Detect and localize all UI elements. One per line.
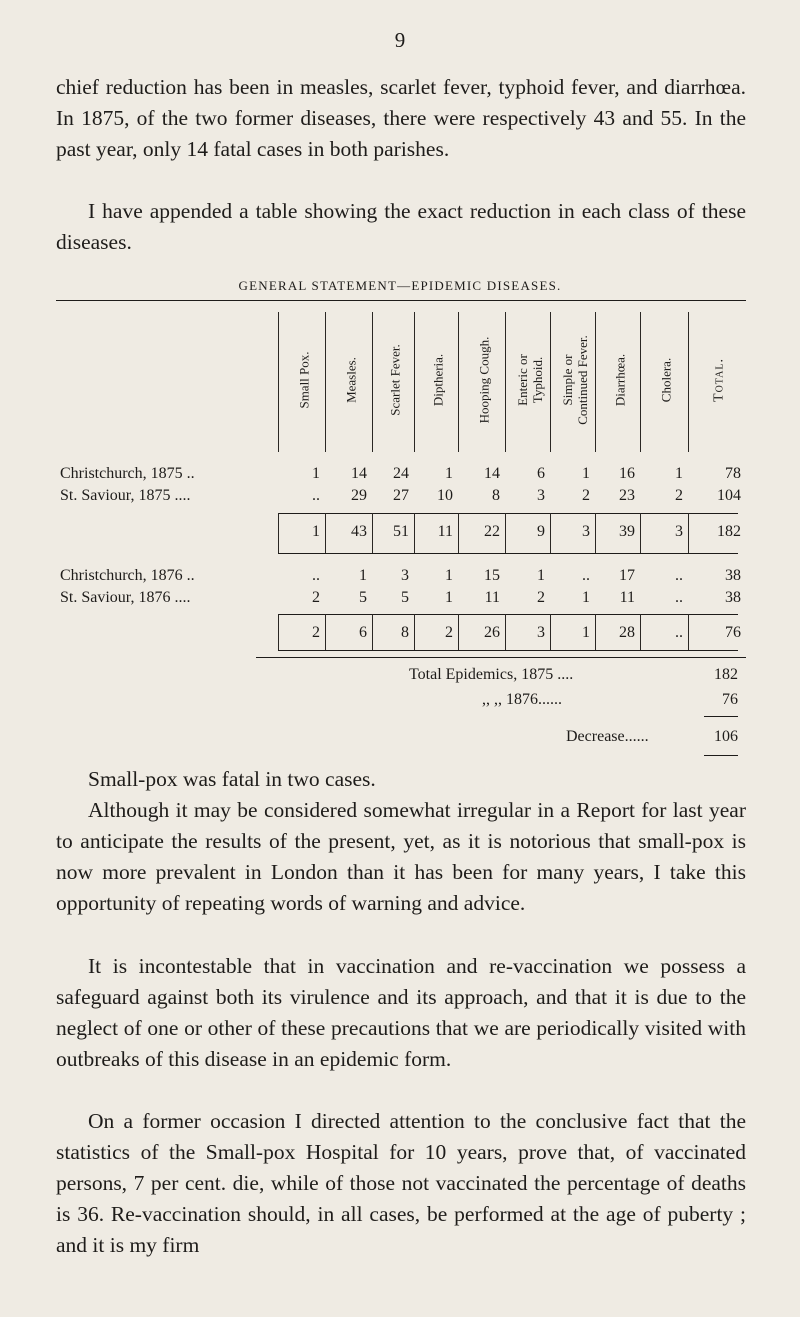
subtotal-divider [278, 513, 279, 553]
subtotal-divider [688, 614, 689, 650]
table-cell: .. [675, 567, 683, 584]
table-cell: 76 [725, 624, 741, 641]
table-cell: 24 [393, 465, 409, 482]
subtotal-divider [325, 614, 326, 650]
table-caption: GENERAL STATEMENT—EPIDEMIC DISEASES. [238, 278, 562, 293]
intro-paragraph-2: I have appended a table showing the exact reduction in each class of these diseases. [56, 199, 746, 254]
column-header-text: Hooping Cough. [476, 336, 491, 424]
table-cell: 9 [537, 523, 545, 540]
table-cell: 51 [393, 523, 409, 540]
intro-paragraph-1: chief reduction has been in measles, scarlet fever, typhoid fever, and diarrhœa. In 1875, of the two former diseases, there were respectively 43 and 55. In the past year, only 14 fatal cases in both parishes. [56, 75, 746, 161]
table-cell: 16 [619, 465, 635, 482]
row-label: St. Saviour, 1876 .... [60, 589, 191, 606]
table-cell: 2 [582, 487, 590, 504]
table-cell: 17 [619, 567, 635, 584]
subtotal-divider [325, 513, 326, 553]
table-cell: .. [675, 589, 683, 606]
body-paragraph-1: Small-pox was fatal in two cases. [88, 767, 376, 791]
table-cell: .. [582, 567, 590, 584]
table-cell: 14 [484, 465, 500, 482]
table-cell: 43 [351, 523, 367, 540]
header-divider [688, 312, 689, 452]
table-cell: 5 [359, 589, 367, 606]
header-divider [414, 312, 415, 452]
table-cell: 2 [675, 487, 683, 504]
table-cell: 104 [717, 487, 741, 504]
table-cell: 78 [725, 465, 741, 482]
subtotal-divider [550, 614, 551, 650]
table-cell: 38 [725, 589, 741, 606]
table-cell: 6 [359, 624, 367, 641]
subtotal-rule [278, 553, 738, 554]
table-cell: .. [312, 487, 320, 504]
page-number: 9 [394, 28, 406, 52]
column-header-text: Small Pox. [296, 351, 311, 409]
table-cell: 22 [484, 523, 500, 540]
table-cell: 182 [717, 523, 741, 540]
summary-total-1876-value: 76 [722, 691, 738, 708]
header-divider [595, 312, 596, 452]
column-header-text: Total. [711, 358, 727, 402]
column-header [476, 337, 491, 424]
table-cell: 3 [401, 567, 409, 584]
table-cell: 10 [437, 487, 453, 504]
table-cell: 1 [359, 567, 367, 584]
table-cell: 3 [582, 523, 590, 540]
table-cell: 1 [445, 567, 453, 584]
table-cell: 3 [537, 487, 545, 504]
table-cell: 1 [582, 465, 590, 482]
subtotal-divider [414, 513, 415, 553]
column-header-text: Measles. [343, 357, 358, 403]
subtotal-divider [372, 513, 373, 553]
table-cell: 28 [619, 624, 635, 641]
table-cell: .. [312, 567, 320, 584]
subtotal-divider [458, 614, 459, 650]
summary-total-1876-label: ,, ,, 1876...... [482, 691, 562, 708]
column-header [560, 335, 590, 425]
table-cell: 15 [484, 567, 500, 584]
column-header [431, 354, 446, 406]
subtotal-divider [278, 614, 279, 650]
subtotal-divider [640, 614, 641, 650]
column-header [515, 354, 545, 406]
table-cell: 1 [582, 589, 590, 606]
column-header-text: Cholera. [658, 357, 674, 403]
subtotal-divider [458, 513, 459, 553]
subtotal-divider [550, 513, 551, 553]
column-header-text: Continued Fever. [574, 335, 590, 425]
table-cell: 2 [445, 624, 453, 641]
table-cell: 1 [312, 523, 320, 540]
table-cell: 14 [351, 465, 367, 482]
table-cell: 2 [312, 589, 320, 606]
table-cell: 29 [351, 487, 367, 504]
header-divider [458, 312, 459, 452]
column-header-text: Enteric or [514, 354, 530, 406]
table-bottom-rule [256, 657, 746, 658]
column-header [612, 354, 627, 406]
subtotal-rule [278, 513, 738, 514]
table-top-rule [56, 300, 746, 301]
column-header-text: Scarlet Fever. [387, 344, 403, 416]
header-divider [278, 312, 279, 452]
summary-decrease-value: 106 [714, 728, 738, 745]
column-header [343, 357, 358, 403]
table-cell: 1 [445, 589, 453, 606]
table-cell: 27 [393, 487, 409, 504]
subtotal-divider [372, 614, 373, 650]
subtotal-divider [505, 614, 506, 650]
subtotal-divider [595, 614, 596, 650]
header-divider [505, 312, 506, 452]
summary-decrease-label: Decrease...... [566, 728, 649, 745]
table-cell: 11 [437, 523, 453, 540]
column-header [296, 351, 311, 408]
row-label: Christchurch, 1876 .. [60, 567, 195, 584]
table-cell: 1 [537, 567, 545, 584]
header-divider [325, 312, 326, 452]
table-cell: 26 [484, 624, 500, 641]
header-divider [550, 312, 551, 452]
table-cell: 3 [537, 624, 545, 641]
column-header-text: Typhoid. [529, 356, 545, 404]
header-divider [372, 312, 373, 452]
table-cell: 8 [492, 487, 500, 504]
table-cell: 39 [619, 523, 635, 540]
subtotal-rule [278, 650, 738, 651]
subtotal-rule [278, 614, 738, 615]
table-cell: 3 [675, 523, 683, 540]
subtotal-divider [414, 614, 415, 650]
body-paragraph-2: Although it may be considered somewhat irregular in a Report for last year to anticipate the results of the present, yet, as it is notorious that small-pox is now more prevalent in London than it has been for many years, I take this opportunity of repeating words of warning and advice. [56, 798, 746, 915]
summary-total-1875-value: 182 [714, 666, 738, 683]
table-cell: 1 [675, 465, 683, 482]
table-cell: .. [675, 624, 683, 641]
summary-total-1875-label: Total Epidemics, 1875 .... [409, 666, 574, 683]
table-cell: 23 [619, 487, 635, 504]
table-cell: 1 [312, 465, 320, 482]
row-label: Christchurch, 1875 .. [60, 465, 195, 482]
column-header-text: Simple or [559, 354, 575, 406]
table-cell: 6 [537, 465, 545, 482]
body-paragraph-4: On a former occasion I directed attention to the conclusive fact that the statistics of the Small-pox Hospital for 10 years, prove that, of vaccinated persons, 7 per cent. die, while of those not vaccinated the percentage of deaths is 36. Re-vaccination should, in all cases, be performed at the age of puberty ; and it is my firm [56, 1109, 746, 1257]
column-header-text: Diptheria. [430, 353, 446, 407]
table-cell: 38 [725, 567, 741, 584]
subtotal-divider [595, 513, 596, 553]
subtotal-divider [688, 513, 689, 553]
table-cell: 2 [312, 624, 320, 641]
table-cell: 11 [484, 589, 500, 606]
summary-rule-upper [704, 716, 738, 717]
subtotal-divider [505, 513, 506, 553]
table-cell: 11 [619, 589, 635, 606]
table-cell: 8 [401, 624, 409, 641]
column-header [712, 358, 727, 402]
table-cell: 2 [537, 589, 545, 606]
table-cell: 1 [582, 624, 590, 641]
column-header-text: Diarrhœa. [612, 353, 627, 407]
summary-rule-lower [704, 755, 738, 756]
column-header [659, 358, 674, 402]
row-label: St. Saviour, 1875 .... [60, 487, 191, 504]
body-paragraph-3: It is incontestable that in vaccination and re-vaccination we possess a safeguard against both its virulence and its approach, and that it is due to the neglect of one or other of these precautions that we are periodically visited with outbreaks of this disease in an epidemic form. [56, 954, 746, 1071]
header-divider [640, 312, 641, 452]
column-header [388, 344, 403, 415]
table-cell: 1 [445, 465, 453, 482]
table-cell: 5 [401, 589, 409, 606]
subtotal-divider [640, 513, 641, 553]
